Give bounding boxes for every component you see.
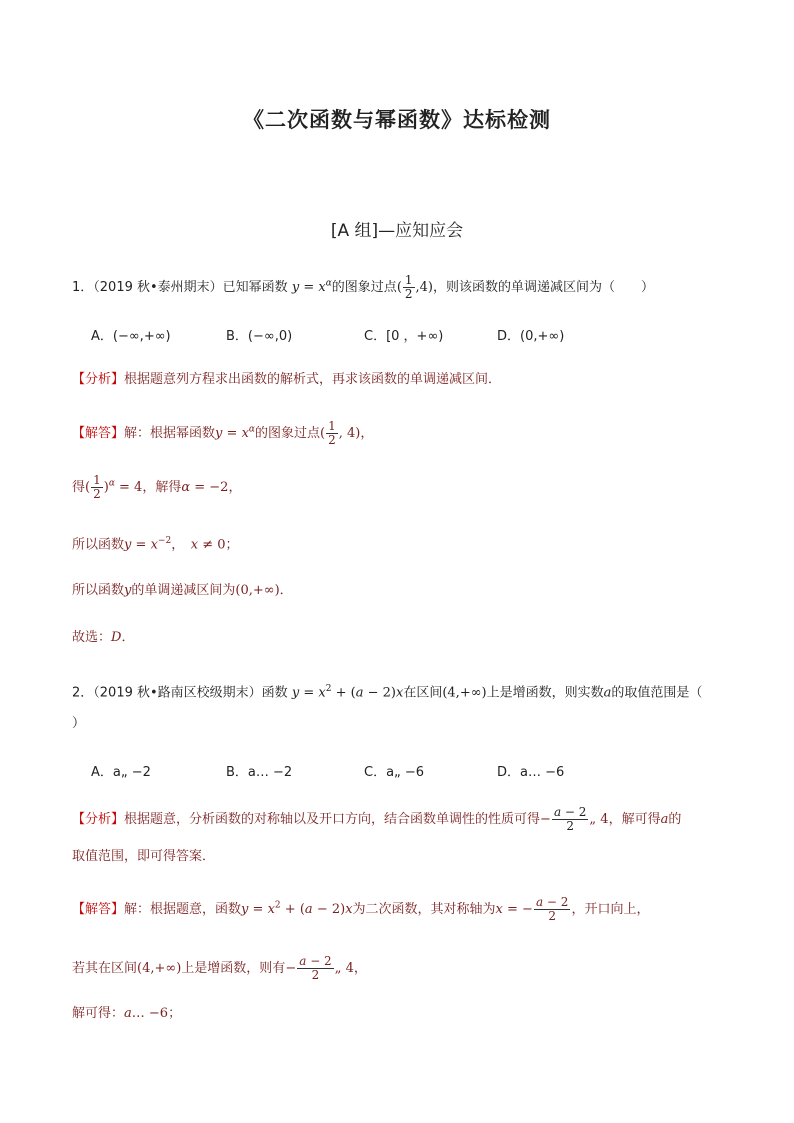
q1-solution-line-2: 得( $\frac{1}{2}$ )$^\alpha$ = 4，解得α = −2， [72, 473, 242, 501]
q1-option-d[interactable]: D．(0,+∞) [497, 329, 565, 344]
q1-option-a[interactable]: A．(−∞,+∞) [91, 329, 171, 344]
q1-solution-line-1: 【解答】解：根据幂函数$y = x^\alpha$的图象过点( $\frac{1}{2}$ , 4)， [72, 419, 374, 447]
q1-option-b[interactable]: B．(−∞,0) [226, 329, 293, 344]
q2-option-d[interactable]: D．a… −6 [497, 765, 565, 780]
group-title: [A 组]—应知应会 [330, 221, 464, 241]
q2-solution-line-3: 解可得：a… −6； [72, 1006, 182, 1021]
q2-analysis-line-1: 【分析】根据题意，分析函数的对称轴以及开口方向，结合函数单调性的性质可得− $\frac{a - 2}{2}$ „ 4，解可得a的 [72, 805, 682, 833]
q2-solution-line-1: 【解答】解：根据题意，函数$y = x^2 + (a - 2)x$为二次函数，其对称轴为x = − $\frac{a - 2}{2}$ ，开口向上， [72, 895, 650, 923]
q1-option-c[interactable]: C．[0 ，+∞) [364, 329, 444, 344]
question-2-close: ） [72, 716, 86, 731]
q1-answer: 故选：D． [72, 630, 135, 645]
q1-solution-line-3: 所以函数$y = x^{-2}$， x ≠ 0； [72, 536, 239, 553]
q2-option-b[interactable]: B．a… −2 [226, 765, 293, 780]
page-title: 《二次函数与幂函数》达标检测 [243, 108, 551, 132]
q2-option-c[interactable]: C．a„ −6 [364, 765, 425, 780]
q1-analysis: 【分析】根据题意列方程求出函数的解析式，再求该函数的单调递减区间． [72, 372, 502, 387]
question-1: 1．（2019 秋•泰州期末）已知幂函数 $y = x^\alpha$的图象过点( $\frac{1}{2}$ ,4)，则该函数的单调递减区间为（ ） [72, 273, 655, 301]
q2-option-a[interactable]: A．a„ −2 [91, 765, 151, 780]
q2-solution-line-2: 若其在区间(4,+∞)上是增函数，则有− $\frac{a - 2}{2}$ „ 4， [72, 954, 367, 982]
q2-analysis-line-2: 取值范围，即可得答案． [72, 849, 216, 864]
question-2: 2．（2019 秋•路南区校级期末）函数 $y = x^2 + (a - 2)x$在区间(4,+∞)上是增函数，则实数a的取值范围是（ [72, 684, 703, 701]
q1-solution-line-4: 所以函数y的单调递减区间为(0,+∞)． [72, 583, 293, 598]
